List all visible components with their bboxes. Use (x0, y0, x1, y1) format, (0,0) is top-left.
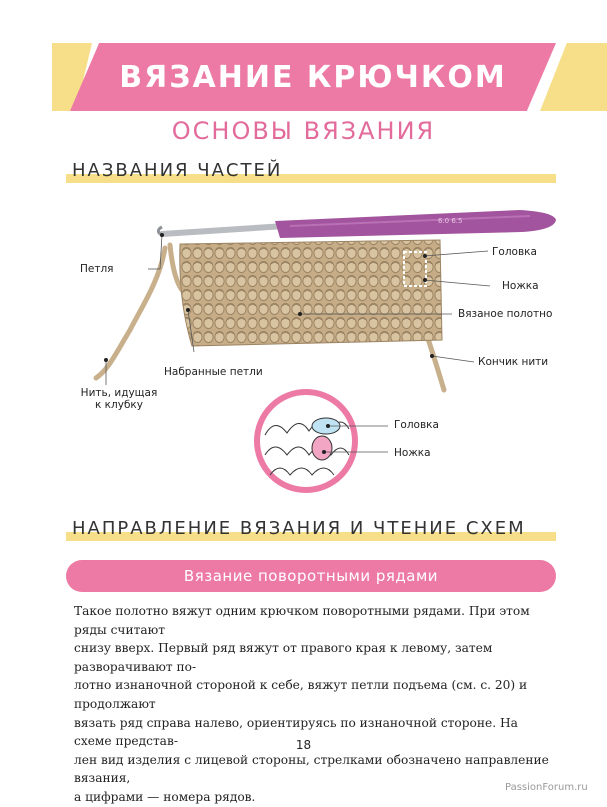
label-detail-head: Головка (394, 419, 439, 431)
section-title-parts: НАЗВАНИЯ ЧАСТЕЙ (72, 160, 283, 181)
watermark: PassionForum.ru (505, 782, 588, 793)
body-paragraph (74, 602, 554, 807)
label-head: Головка (492, 246, 537, 258)
crochet-illustration (60, 190, 560, 500)
body-line: лотно изнаночной стороной к себе, вяжут петли подъема (см. с. 20) и продолжают (74, 678, 528, 711)
label-yarn-to-ball (78, 387, 160, 411)
stitch-detail-circle (257, 392, 388, 490)
label-fabric: Вязаное полотно (458, 308, 553, 320)
svg-text:6.0 6.5: 6.0 6.5 (438, 217, 463, 225)
label-yarn-to-ball-line2: к клубку (95, 399, 143, 411)
subsection-pill: Вязание поворотными рядами (66, 560, 556, 592)
body-line: а цифрами — номера рядов. (74, 789, 256, 804)
knitted-fabric (180, 240, 442, 346)
label-yarn-to-ball-line1: Нить, идущая (80, 387, 158, 399)
label-leg: Ножка (502, 280, 539, 292)
page-number: 18 (295, 738, 312, 752)
body-line: вязать ряд справа налево, ориентируясь по изнаночной стороне. На схеме представ- (74, 715, 518, 749)
label-yarn-tail: Кончик нити (478, 356, 549, 368)
page-subtitle: ОСНОВЫ ВЯЗАНИЯ (171, 117, 436, 145)
crochet-hook-icon (158, 210, 556, 238)
page-title: ВЯЗАНИЕ КРЮЧКОМ (119, 59, 507, 95)
label-loop: Петля (80, 263, 114, 275)
label-chain: Набранные петли (164, 366, 263, 378)
body-line: Такое полотно вяжут одним крючком поворотными рядами. При этом ряды считают (74, 604, 530, 637)
label-detail-leg: Ножка (394, 447, 431, 459)
section-title-direction: НАПРАВЛЕНИЕ ВЯЗАНИЯ И ЧТЕНИЕ СХЕМ (72, 518, 526, 539)
body-line: лен вид изделия с лицевой стороны, стрелками обозначено направление вязания, (74, 752, 549, 786)
body-line: снизу вверх. Первый ряд вяжут от правого края к левому, затем разворачивают по- (74, 641, 493, 674)
